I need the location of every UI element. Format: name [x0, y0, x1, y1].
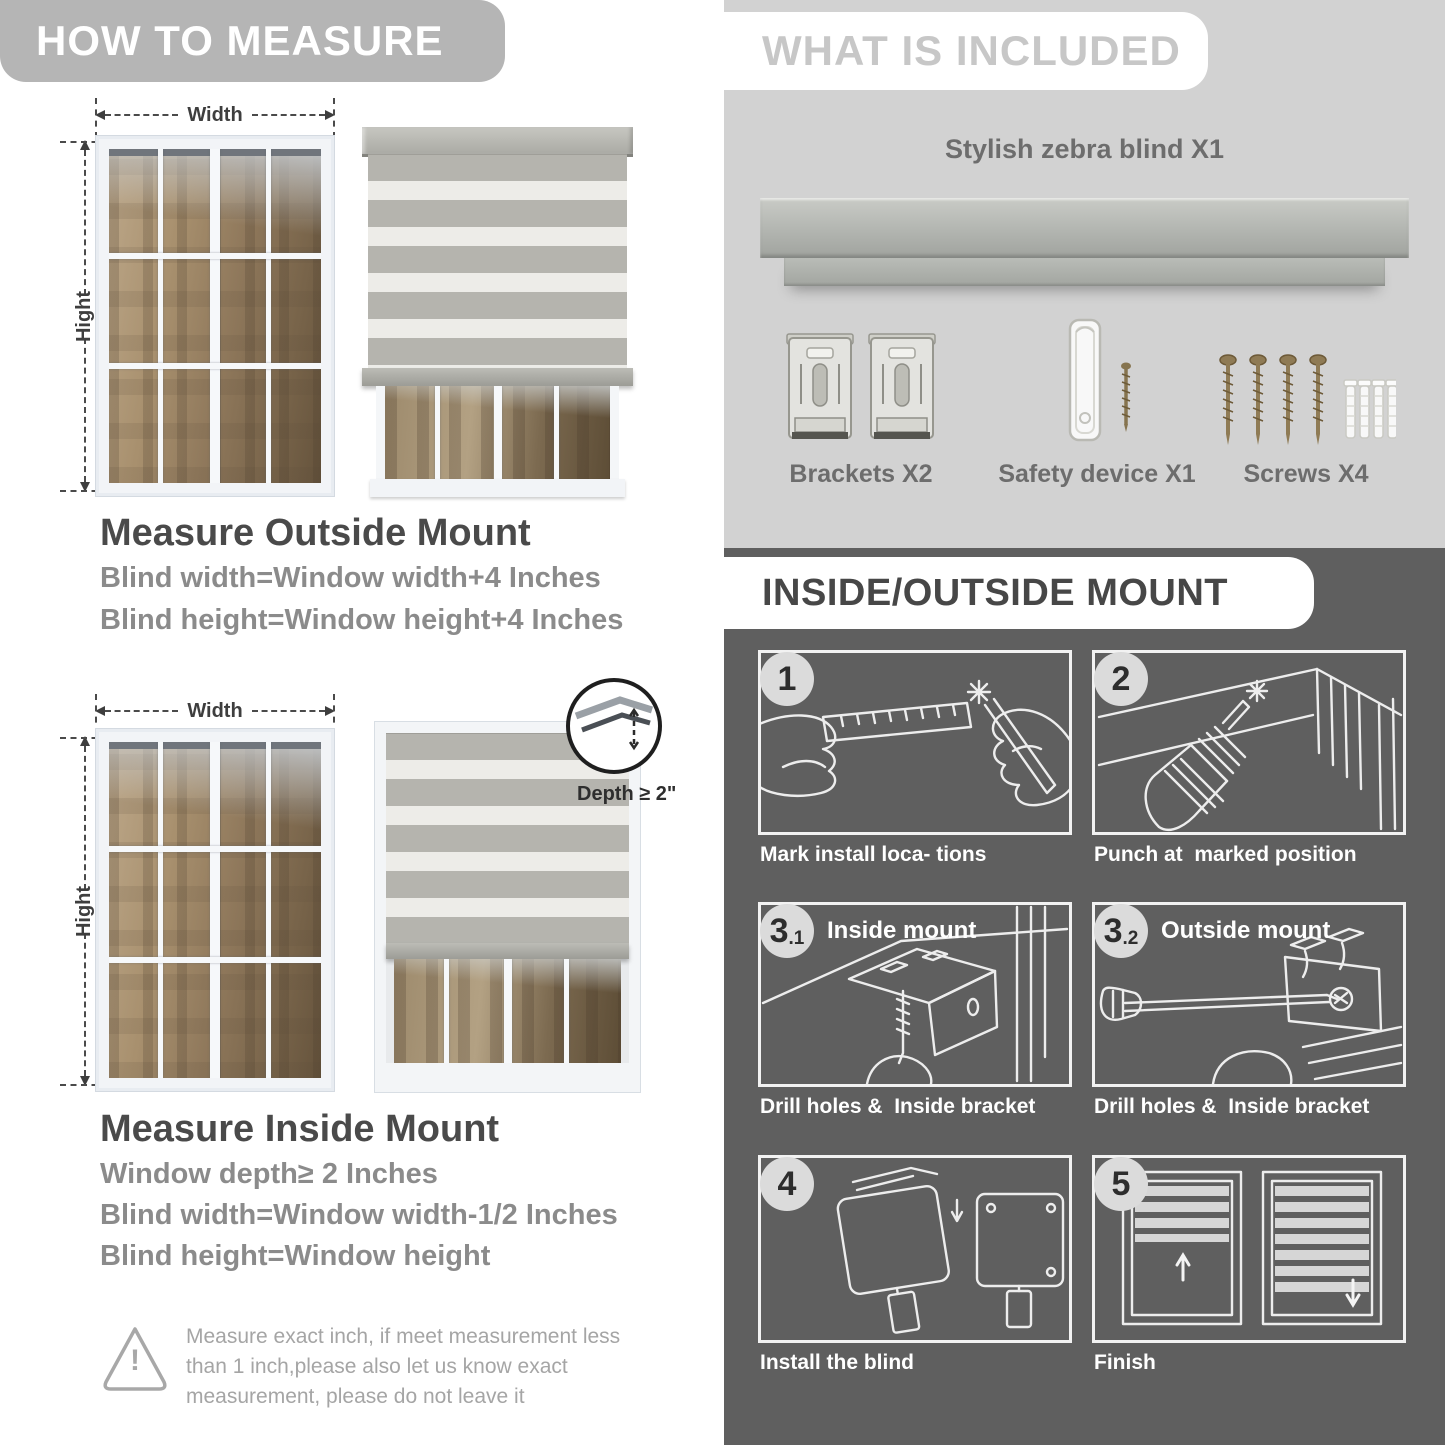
- blind-fabric: [368, 154, 627, 368]
- height-label: Hight: [73, 290, 96, 342]
- depth-magnifier-icon: [566, 678, 662, 774]
- window-photo-inside: [95, 728, 335, 1092]
- warning-triangle-icon: [100, 1322, 170, 1398]
- step-2-panel: [1092, 650, 1406, 835]
- window-glass: [109, 742, 321, 1078]
- mount-panel: [724, 548, 1445, 1445]
- step-3-2-caption: Drill holes & Inside bracket: [1094, 1095, 1370, 1118]
- dim-tick: [95, 98, 97, 138]
- step-3-2-panel: [1092, 902, 1406, 1087]
- product-label: Stylish zebra blind X1: [944, 134, 1225, 164]
- warning-mark: !: [130, 1344, 140, 1377]
- blind-bottom-rail: [386, 943, 629, 959]
- inside-outside-mount-header: [724, 557, 1314, 629]
- included-panel: [724, 0, 1445, 548]
- window-below-blind: [376, 386, 619, 482]
- safety-device-icon: [1042, 316, 1152, 466]
- step-4-caption: Install the blind: [760, 1351, 915, 1374]
- step-5-panel: [1092, 1155, 1406, 1343]
- measure-warning: [100, 1322, 646, 1412]
- frame-corner-detail: [570, 682, 658, 770]
- screws-icon: [1216, 350, 1396, 462]
- brackets-label: Brackets X2: [789, 460, 933, 488]
- window-sill: [370, 479, 625, 497]
- window-sill: [386, 1063, 629, 1081]
- blind-bottom-rail: [362, 368, 633, 386]
- depth-label: Depth ≥ 2": [577, 783, 677, 805]
- width-dimension-outside: [95, 104, 335, 126]
- step-4-panel: [758, 1155, 1072, 1343]
- safety-device-label: Safety device X1: [998, 460, 1196, 488]
- zebra-blind-inside-figure: [375, 722, 640, 1092]
- inside-line-3: Blind height=Window height: [100, 1240, 491, 1272]
- what-is-included-header: [724, 12, 1208, 90]
- step-number-badge: 2: [1094, 652, 1148, 706]
- dim-tick: [333, 98, 335, 138]
- blind-cassette: [362, 127, 633, 157]
- headrail-lip: [784, 258, 1385, 286]
- width-dimension-inside: [95, 700, 335, 722]
- step-number-badge: 5: [1094, 1157, 1148, 1211]
- how-to-measure-title: HOW TO MEASURE: [36, 17, 444, 64]
- what-is-included-title: WHAT IS INCLUDED: [762, 27, 1181, 74]
- inside-line-1: Window depth≥ 2 Inches: [100, 1158, 438, 1190]
- headrail-bar: [760, 198, 1409, 258]
- outside-mount-title: Measure Outside Mount: [100, 512, 531, 554]
- window-below-blind: [394, 959, 621, 1063]
- inside-line-2: Blind width=Window width-1/2 Inches: [100, 1199, 618, 1231]
- step-3-1-panel: [758, 902, 1072, 1087]
- screws-label: Screws X4: [1243, 460, 1369, 488]
- step-3-2-title: Outside mount: [1161, 917, 1331, 944]
- height-dimension-outside: [74, 140, 96, 492]
- how-to-measure-header: [0, 0, 505, 82]
- brackets-icon: [786, 326, 936, 456]
- step-3-1-caption: Drill holes & Inside bracket: [760, 1095, 1036, 1118]
- height-dimension-inside: [74, 736, 96, 1086]
- step-2-caption: Punch at marked position: [1094, 843, 1357, 866]
- height-label: Hight: [73, 885, 96, 937]
- step-1-caption: Mark install loca- tions: [760, 843, 987, 866]
- step-3-1-title: Inside mount: [827, 917, 977, 944]
- warning-text: Measure exact inch, if meet measurement less than 1 inch,please also let us know exact measurement, please do not leave it: [186, 1325, 621, 1408]
- inside-outside-mount-title: INSIDE/OUTSIDE MOUNT: [762, 571, 1229, 614]
- window-glass: [109, 149, 321, 483]
- outside-line-1: Blind width=Window width+4 Inches: [100, 562, 601, 594]
- step-number-badge: 3 .1: [760, 904, 814, 958]
- window-photo-outside: [95, 135, 335, 497]
- outside-line-2: Blind height=Window height+4 Inches: [100, 604, 624, 636]
- step-number-badge: 4: [760, 1157, 814, 1211]
- step-number-badge: 3 .2: [1094, 904, 1148, 958]
- step-1-panel: [758, 650, 1072, 835]
- width-label: Width: [187, 103, 243, 126]
- inside-mount-title: Measure Inside Mount: [100, 1108, 500, 1150]
- step-5-caption: Finish: [1094, 1351, 1156, 1374]
- zebra-blind-outside-figure: [362, 127, 633, 497]
- width-label: Width: [187, 699, 243, 722]
- step-number-badge: 1: [760, 652, 814, 706]
